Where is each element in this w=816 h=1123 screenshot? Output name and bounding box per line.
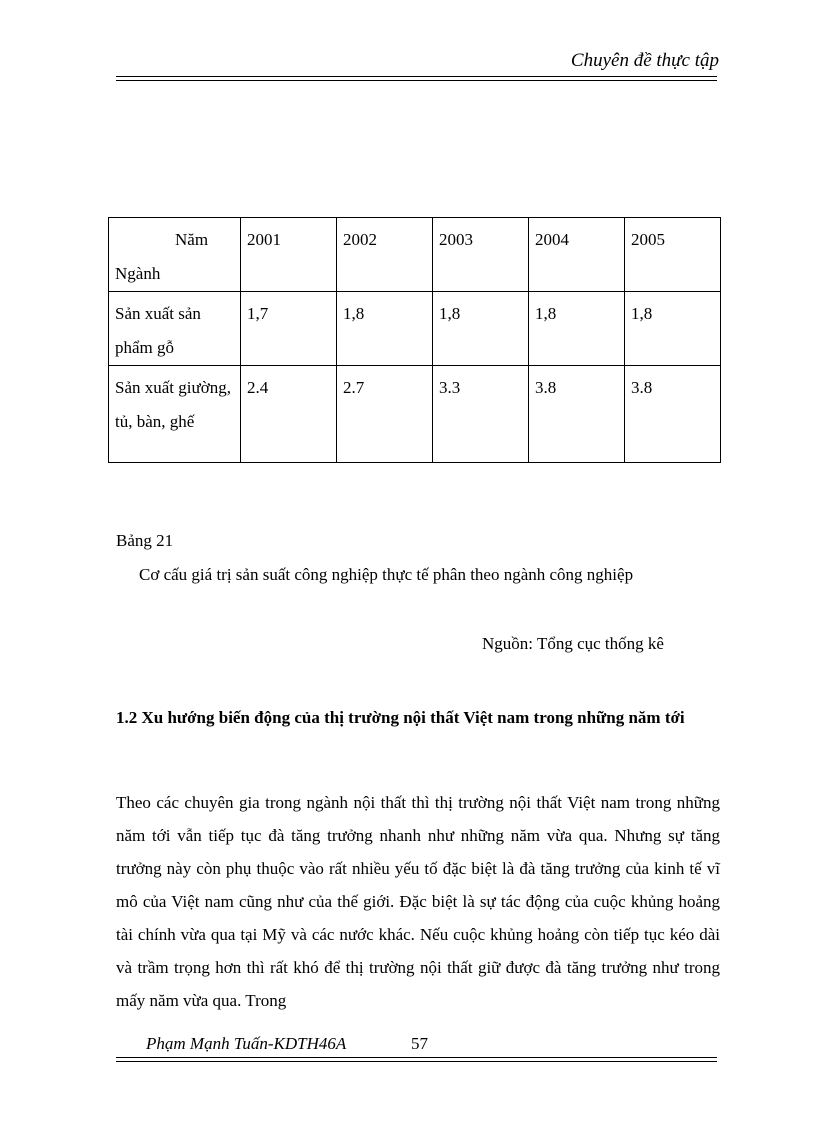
- body-paragraph: Theo các chuyên gia trong ngành nội thất thì thị trường nội thất Việt nam trong những năm tới vẫn tiếp tục đà tăng trưởng nhanh như những năm vừa qua. Nhưng sự tăng trưởng này còn phụ thuộc vào rất nhiều yếu tố đặc biệt là đà tăng trưởng của kinh tế vĩ mô của Việt nam cũng như của thế giới. Đặc biệt là sự tác động của cuộc khủng hoảng tài chính vừa qua tại Mỹ và các nước khác. Nếu cuộc khủng hoảng còn tiếp tục kéo dài và trầm trọng hơn thì rất khó để thị trường nội thất giữ được đà tăng trưởng như trong mấy năm vừa qua. Trong: [116, 793, 720, 1010]
- footer-author: Phạm Mạnh Tuấn-KDTH46A: [146, 1034, 347, 1053]
- row-label: Sản xuất sản phẩm gỗ: [109, 292, 241, 366]
- year-header: 2003: [433, 218, 529, 292]
- table-cell: 2.4: [241, 366, 337, 463]
- header-rule-bottom: [116, 80, 717, 81]
- data-table: [108, 217, 721, 463]
- table-row: [109, 292, 721, 366]
- table-cell: 1,7: [241, 292, 337, 366]
- header-title: Chuyên đề thực tập: [570, 50, 719, 71]
- year-header: 2001: [241, 218, 337, 292]
- table-cell: 3.8: [529, 366, 625, 463]
- section-heading: 1.2 Xu hướng biến động của thị trường nội thất Việt nam trong những năm tới: [116, 708, 685, 727]
- year-header: 2002: [337, 218, 433, 292]
- corner-sector-label: Ngành: [115, 264, 161, 283]
- table-corner-cell: [109, 218, 241, 292]
- table-source: Nguồn: Tổng cục thống kê: [482, 634, 664, 653]
- table-cell: 1,8: [337, 292, 433, 366]
- header-rule-top: [116, 76, 717, 77]
- table-cell: 1,8: [433, 292, 529, 366]
- table-subtitle: Cơ cấu giá trị sản suất công nghiệp thực tế phân theo ngành công nghiệp: [139, 565, 634, 584]
- table-caption: Bảng 21: [116, 531, 174, 550]
- table-cell: 3.8: [625, 366, 721, 463]
- row-label: Sản xuất giường, tủ, bàn, ghế: [109, 366, 241, 463]
- page-number: 57: [411, 1034, 428, 1053]
- year-header: 2004: [529, 218, 625, 292]
- table-cell: 3.3: [433, 366, 529, 463]
- footer-rule-top: [116, 1057, 717, 1058]
- table-row: [109, 366, 721, 463]
- year-header: 2005: [625, 218, 721, 292]
- table-cell: 1,8: [529, 292, 625, 366]
- footer-rule-bottom: [116, 1061, 717, 1062]
- table-cell: 1,8: [625, 292, 721, 366]
- table-cell: 2.7: [337, 366, 433, 463]
- table-header-row: [109, 218, 721, 292]
- corner-year-label: Năm: [175, 230, 209, 249]
- data-table-wrapper: [108, 217, 721, 463]
